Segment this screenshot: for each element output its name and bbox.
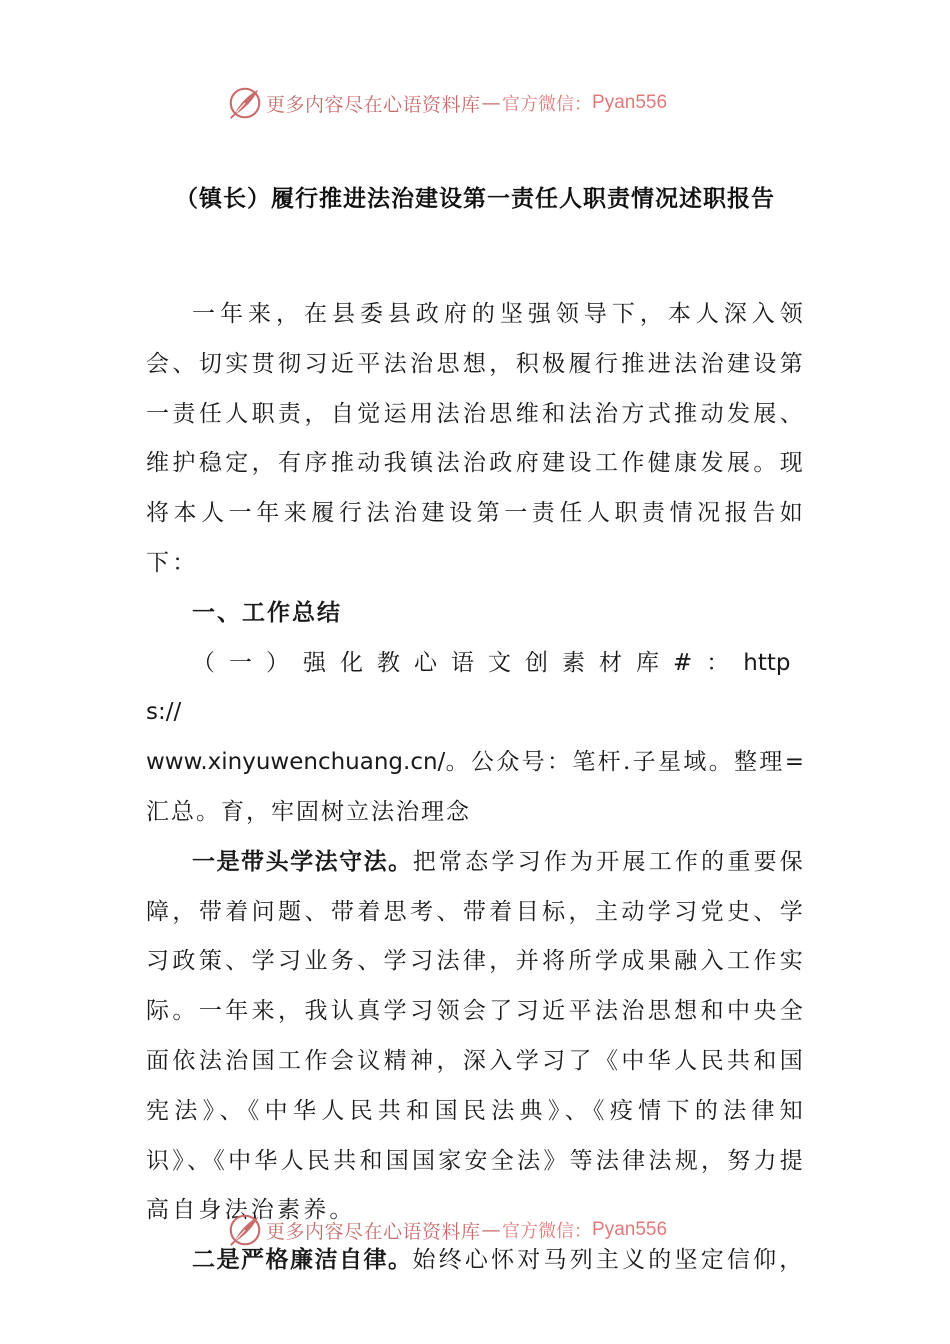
subsection-suffix: 。公众号：笔杆.子星域。整理=汇总。育，牢固树立法治理念 <box>146 749 806 825</box>
intro-paragraph: 一年来，在县委县政府的坚强领导下，本人深入领会、切实贯彻习近平法治思想，积极履行推进法治建设第一责任人职责，自觉运用法治思维和法治方式推动发展、维护稳定，有序推动我镇法治政府建设工作健康发展。现将本人一年来履行法治建设第一责任人职责情况报告如下： <box>146 301 806 576</box>
paragraph-self-discipline-lead: 二是严格廉洁自律。 <box>192 1247 413 1274</box>
feather-pen-logo-icon <box>226 1211 264 1249</box>
feather-pen-logo-icon <box>226 84 264 122</box>
paragraph-study-law <box>146 838 806 1236</box>
watermark-header <box>226 83 746 123</box>
document-body <box>146 290 806 1286</box>
watermark-dash: — <box>481 1219 502 1241</box>
section-heading-work-summary: 一、工作总结 <box>192 599 342 626</box>
paragraph-study-law-body: 把常态学习作为开展工作的重要保障，带着问题、带着思考、带着目标，主动学习党史、学习政策、学习业务、学习法律，并将所学成果融入工作实际。一年来，我认真学习领会了习近平法治思想和中央全面依法治国工作会议精神，深入学习了《中华人民共和国宪法》、《中华人民共和国民法典》、《疫情下的法律知识》、《中华人民共和国国家安全法》等法律法规，努力提高自身法治素养。 <box>146 848 807 1224</box>
paragraph-self-discipline-body: 始终心怀对马列主义的坚定信仰， <box>412 1247 806 1274</box>
subsection-url-part2: www.xinyuwenchuang.cn/ <box>146 749 446 776</box>
watermark-wechat-id: Pyan556 <box>592 1219 668 1240</box>
document-title: （镇长）履行推进法治建设第一责任人职责情况述职报告 <box>175 186 775 212</box>
paragraph-study-law-lead: 一是带头学法守法。 <box>192 848 413 875</box>
subsection-heading-1-cont <box>146 738 806 838</box>
watermark-footer <box>226 1210 746 1250</box>
watermark-dash: — <box>481 92 502 114</box>
watermark-main-text: 更多内容尽在心语资料库 <box>266 1220 481 1243</box>
watermark-label: 官方微信： <box>502 94 593 115</box>
watermark-label: 官方微信： <box>502 1221 593 1242</box>
subsection-prefix: （一）强化教心语文创素材库#： <box>192 649 744 676</box>
subsection-url-part1: https:// <box>146 649 791 726</box>
watermark-main-text: 更多内容尽在心语资料库 <box>266 93 481 116</box>
subsection-heading-1 <box>146 639 806 739</box>
watermark-wechat-id: Pyan556 <box>592 92 668 113</box>
